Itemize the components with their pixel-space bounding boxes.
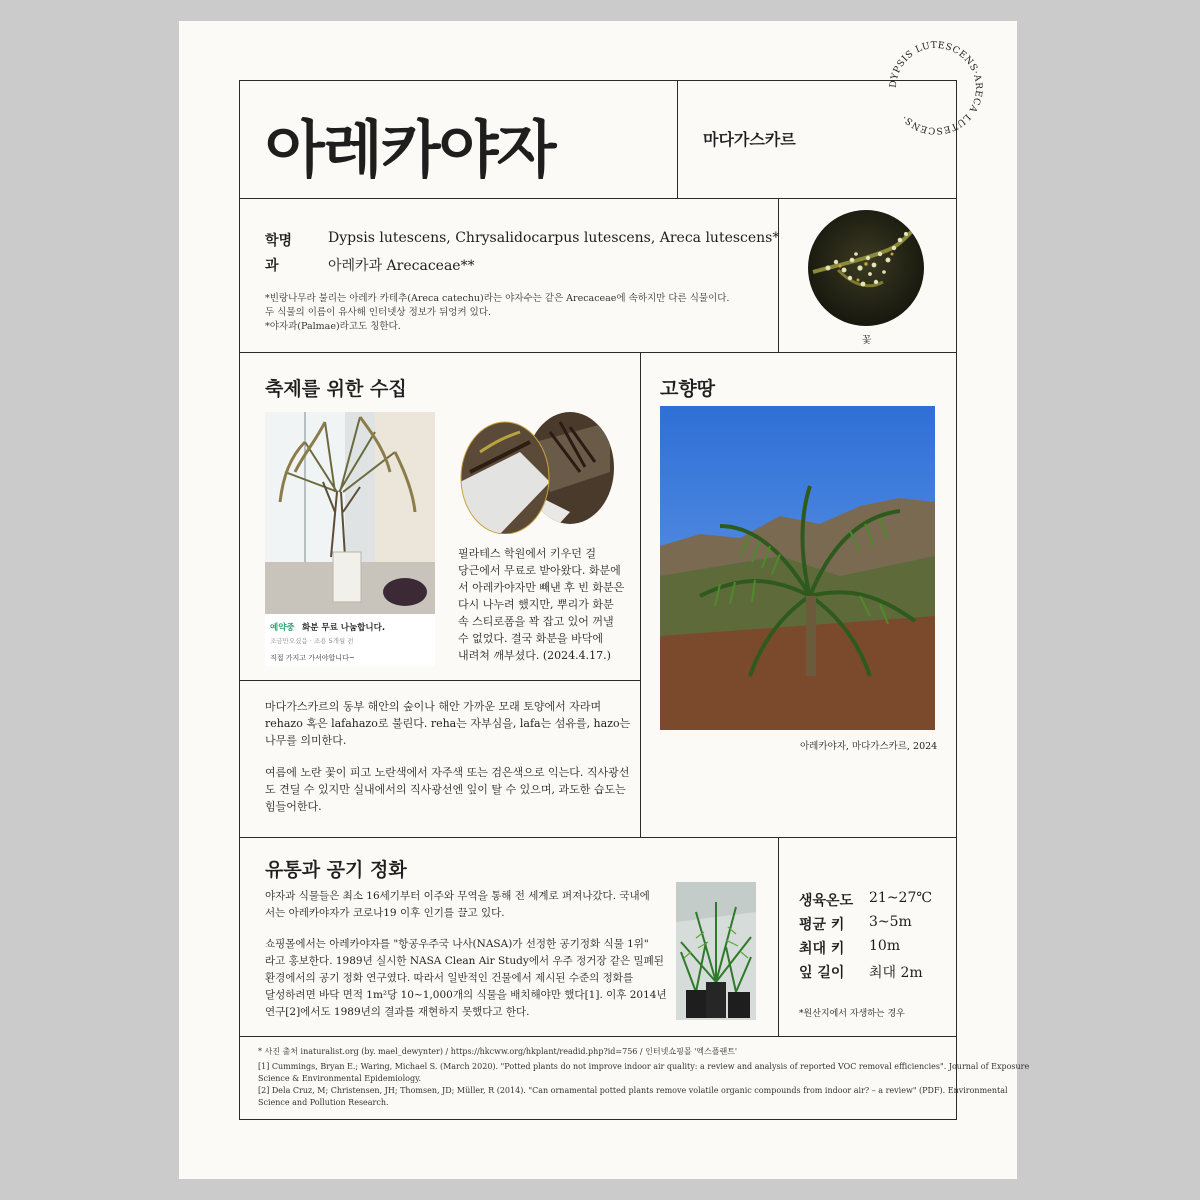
taxonomy-note-1: *빈랑나무라 불리는 아레카 카테추(Areca catechu)라는 야자수는 같은 Arecaceae에 속하지만 다른 식물이다. bbox=[265, 293, 730, 304]
avg-height-value: 3~5m bbox=[869, 914, 912, 930]
trade-heading: 유통과 공기 정화 bbox=[265, 859, 407, 881]
circular-name-stamp bbox=[886, 38, 986, 138]
reference-2a: [2] Dela Cruz, M; Christensen, JH; Thomsen, JD; Müller, R (2014). "Can ornamental potted plants remove volatile organic compounds from indoor air? – a review" (PDF). Environmental bbox=[258, 1086, 1008, 1095]
sci-name-label: 학명 bbox=[265, 233, 293, 249]
leaf-length-value: 최대 2m bbox=[869, 965, 923, 981]
story-line-7: 내려쳐 깨부셨다. (2024.4.17.) bbox=[458, 649, 611, 662]
taxonomy-note-2: 두 식물의 이름이 유사해 인터넷상 정보가 뒤엉켜 있다. bbox=[265, 307, 492, 318]
trade-line-1: 야자과 식물들은 최소 16세기부터 이주와 무역을 통해 전 세계로 퍼져나갔다. 국내에 bbox=[265, 890, 650, 902]
reference-1b: Science & Environmental Epidemiology. bbox=[258, 1074, 422, 1083]
desc-line-6: 힘들어한다. bbox=[265, 800, 322, 813]
desc-line-4: 여름에 노란 꽃이 피고 노란색에서 자주색 또는 검은색으로 익는다. 직사광선 bbox=[265, 766, 630, 779]
festival-heading: 축제를 위한 수집 bbox=[265, 378, 407, 400]
desc-line-2: rehazo 혹은 lafahazo로 불린다. reha는 자부심을, lafa는 섬유를, hazo는 bbox=[265, 717, 631, 730]
family-label: 과 bbox=[265, 258, 279, 274]
reserved-badge: 예약중 bbox=[270, 623, 295, 633]
indoor-palm-photo bbox=[265, 412, 435, 614]
listing-meta: 조금만오셨음 · 조용 5개월 전 bbox=[270, 637, 354, 645]
story-line-5: 속 스티로폼을 꽉 잡고 있어 꺼낼 bbox=[458, 615, 614, 628]
reference-1a: [1] Cummings, Bryan E.; Waring, Michael S. (March 2020). "Potted plants do not improve indoor air quality: a review and analysis of reported VOC removal efficiencies". Journal of Exposure bbox=[258, 1062, 1030, 1071]
avg-height-label: 평균 키 bbox=[799, 917, 845, 933]
page-title: 아레카야자 bbox=[265, 113, 555, 186]
listing-title: 화분 무료 나눔합니다. bbox=[302, 623, 386, 633]
hometown-caption: 아레카야자, 마다가스카르, 2024 bbox=[800, 741, 938, 752]
flower-photo bbox=[808, 210, 924, 326]
trade-line-3: 쇼핑몰에서는 아레카야자를 "항공우주국 나사(NASA)가 선정한 공기정화 식물 1위" bbox=[265, 938, 649, 950]
broken-pot-photo bbox=[460, 412, 615, 534]
desc-line-5: 도 견딜 수 있지만 실내에서의 직사광선엔 잎이 탈 수 있으며, 과도한 습도는 bbox=[265, 783, 626, 796]
growth-temp-value: 21~27℃ bbox=[869, 890, 933, 906]
story-line-1: 필라테스 학원에서 키우던 걸 bbox=[458, 547, 597, 560]
stamp-text: DYPSIS LUTESCENS·ARECA LUTESCENS· bbox=[887, 39, 985, 137]
stats-note: *원산지에서 자생하는 경우 bbox=[799, 1009, 905, 1019]
trade-line-4: 라고 홍보한다. 1989년 실시한 NASA Clean Air Study에서 우주 정거장 같은 밀폐된 bbox=[265, 955, 664, 967]
story-line-2: 당근에서 무료로 받아왔다. 화분에 bbox=[458, 564, 621, 577]
reference-2b: Science and Pollution Research. bbox=[258, 1098, 389, 1107]
max-height-value: 10m bbox=[869, 938, 901, 954]
trade-line-2: 서는 아레카야자가 코로나19 이후 인기를 끌고 있다. bbox=[265, 907, 505, 919]
sci-name-value: Dypsis lutescens, Chrysalidocarpus lutescens, Areca lutescens* bbox=[328, 230, 780, 246]
trade-line-7: 연구[2]에서도 1989년의 결과를 재현하지 못했다고 한다. bbox=[265, 1006, 530, 1018]
greenhouse-palms-photo bbox=[676, 882, 756, 1020]
story-line-3: 서 아레카야자만 빼낸 후 빈 화분은 bbox=[458, 581, 625, 594]
family-value: 아레카과 Arecaceae** bbox=[328, 258, 475, 274]
story-line-4: 다시 나누려 했지만, 뿌리가 화분 bbox=[458, 598, 614, 611]
madagascar-palm-photo bbox=[660, 406, 935, 730]
taxonomy-note-3: *야자과(Palmae)라고도 칭한다. bbox=[265, 321, 401, 332]
trade-line-5: 환경에서의 공기 정화 연구였다. 따라서 일반적인 건물에서 제시된 수준의 정화를 bbox=[265, 972, 634, 984]
max-height-label: 최대 키 bbox=[799, 941, 845, 957]
leaf-length-label: 잎 길이 bbox=[799, 965, 845, 981]
listing-body: 직접 가지고 가셔야합니다~ bbox=[270, 654, 355, 662]
desc-line-3: 나무를 의미한다. bbox=[265, 734, 347, 747]
flower-caption: 꽃 bbox=[862, 335, 872, 346]
growth-temp-label: 생육온도 bbox=[799, 893, 854, 909]
photo-credits: * 사진 출처 inaturalist.org (by. mael_dewynter) / https://hkcww.org/hkplant/readid.php?id=756 / 인터넷쇼핑몰 '엑스플랜트' bbox=[258, 1047, 738, 1056]
svg-text:DYPSIS LUTESCENS·ARECA LUTESCE bbox=[888, 40, 984, 136]
desc-line-1: 마다가스카르의 동부 해안의 숲이나 해안 가까운 모래 토양에서 자라며 bbox=[265, 700, 602, 713]
hometown-heading: 고향땅 bbox=[660, 378, 716, 400]
origin-label: 마다가스카르 bbox=[703, 130, 796, 149]
trade-line-6: 달성하려면 바닥 면적 1m²당 10~1,000개의 식물을 배치해야만 했다[1]. 이후 2014년 bbox=[265, 989, 667, 1001]
story-line-6: 수 없었다. 결국 화분을 바닥에 bbox=[458, 632, 603, 645]
